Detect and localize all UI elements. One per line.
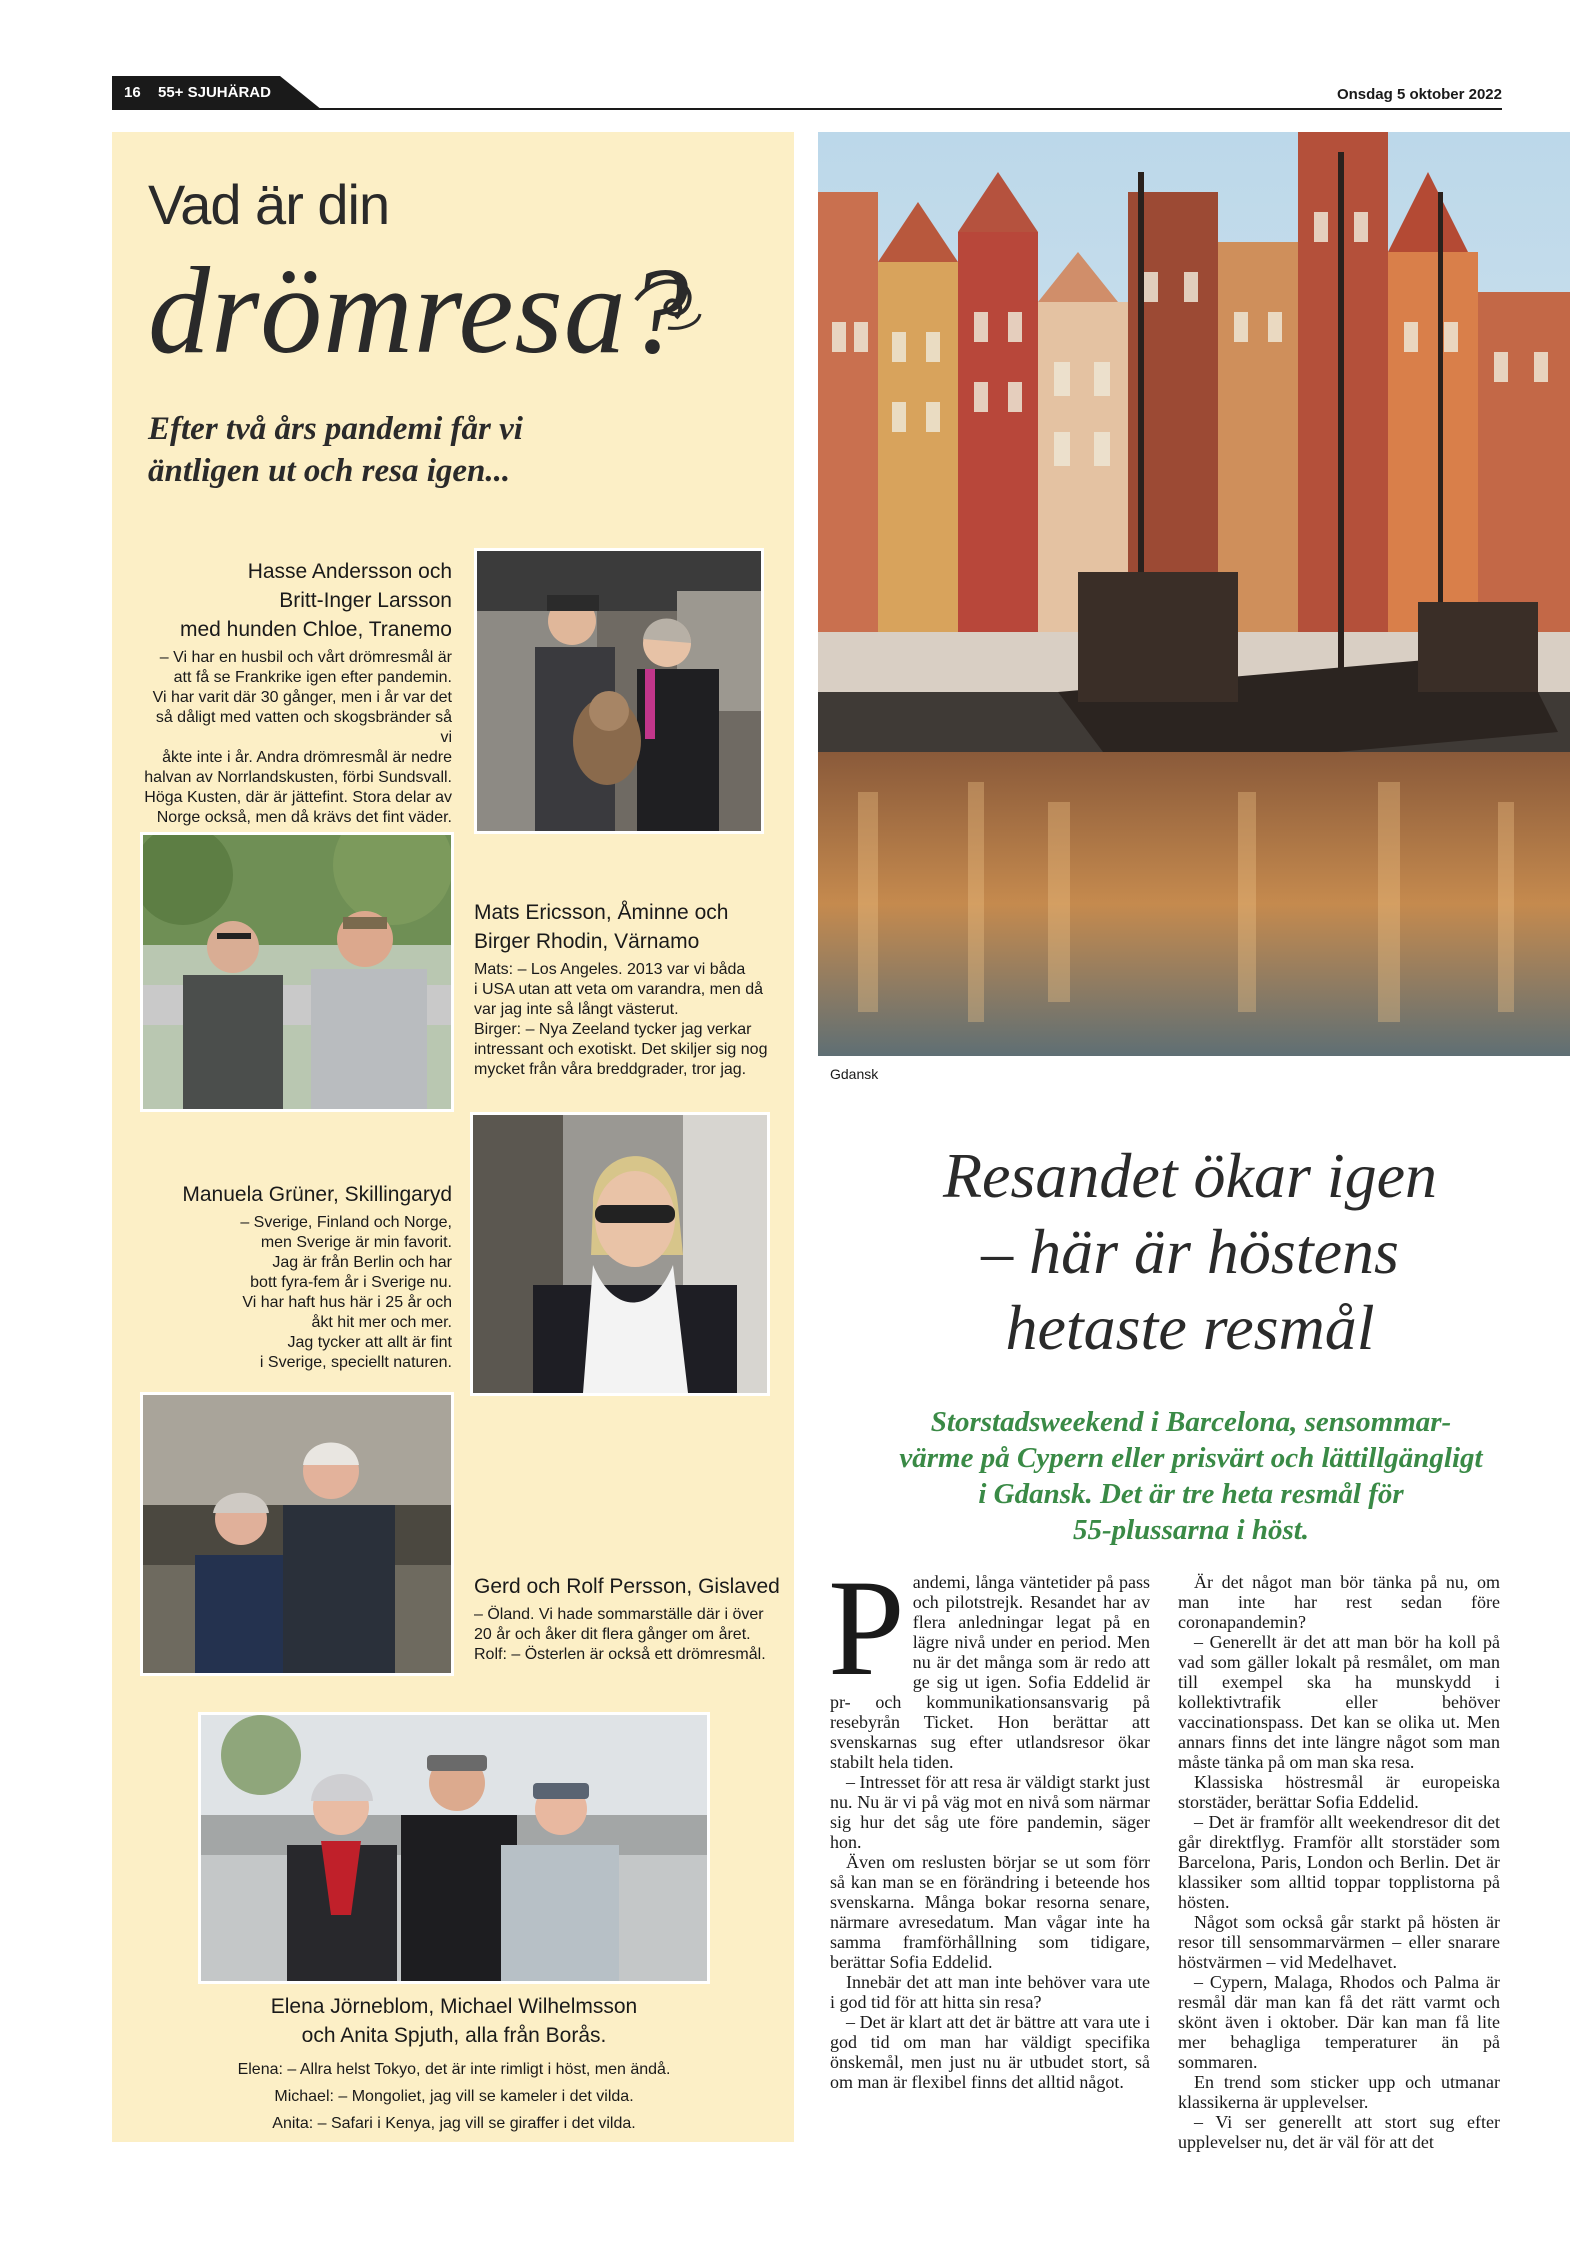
person-name: Gerd och Rolf Persson, Gislaved: [474, 1575, 780, 1598]
feature-subtitle: Efter två års pandemi får vi äntligen ut och resa igen...: [148, 411, 523, 489]
article-lead: Storstadsweekend i Barcelona, sensommar- värme på Cypern eller prisvärt och lättillgängligt i Gdansk. Det är tre heta resmål för 55-plussarna i höst.: [899, 1406, 1483, 1546]
photo-caption: Gdansk: [830, 1066, 879, 1082]
paragraph: – Cypern, Malaga, Rhodos och Palma är resmål där man kan få det rätt varmt och skönt även i oktober. Där kan man få lite mer behagliga temperaturer än på sommaren.: [1178, 1972, 1500, 2072]
photo-manuela: [470, 1112, 770, 1396]
person-block-4: [474, 1572, 784, 1665]
article-headline: Resandet ökar igen – här är höstens hetaste resmål: [942, 1140, 1438, 1363]
paragraph: En trend som sticker upp och utmanar klassikerna är upplevelser.: [1178, 2072, 1500, 2112]
paragraph: – Intresset för att resa är väldigt starkt just nu. Nu är vi på väg mot en nivå som närmar sig hur det såg ute före pandemin, säger hon.: [830, 1772, 1150, 1852]
feature-title-small: Vad är din: [148, 173, 390, 236]
header-rule: [112, 108, 1502, 110]
paragraph: Innebär det att man inte behöver vara ute i god tid för att hitta sin resa?: [830, 1972, 1150, 2012]
gdansk-photo: [818, 132, 1570, 1056]
person-quote: – Sverige, Finland och Norge, men Sverige är min favorit. Jag är från Berlin och har bott fyra-fem år i Sverige nu. Vi har haft hus här i 25 år och åkt hit mer och mer. Jag tycker att allt är fint i Sverige, speciellt naturen.: [240, 1214, 452, 1371]
photo-gerd-rolf: [140, 1392, 454, 1676]
person-name: Elena Jörneblom, Michael Wilhelmsson och Anita Spjuth, alla från Borås.: [270, 1995, 638, 2047]
article-column-1: [828, 1551, 1150, 2092]
person-quote: Elena: – Allra helst Tokyo, det är inte rimligt i höst, men ändå. Michael: – Mongoliet, jag vill se kameler i det vilda. Anita: – Safari i Kenya, jag vill se giraffer i det vilda.: [237, 2061, 671, 2132]
paragraph: Klassiska höstresmål är europeiska storstäder, berättar Sofia Eddelid.: [1178, 1772, 1500, 1812]
section-name: 55+ SJUHÄRAD: [158, 84, 271, 101]
paragraph: – Det är klart att det är bättre att vara ute i god tid om man har väldigt specifika önskemål, men just nu är utbudet stort, så om man är flexibel finns det alltid något.: [830, 2012, 1150, 2092]
paragraph: – Det är framför allt weekendresor dit det går direktflyg. Framför allt storstäder som Barcelona, Paris, London och Berlin. Det är klassiker som alltid toppar topplistorna på hösten.: [1178, 1812, 1500, 1912]
paragraph: – Generellt är det att man bör ha koll på vad som gäller lokalt på resmålet, om man till exempel ska ha munskydd i kollektivtrafik eller behöver vaccinationspass. Det kan se olika ut. Men annars finns det inte längre något som man måste tänka på om man ska resa.: [1178, 1632, 1500, 1772]
paragraph: Är det något man bör tänka på nu, om man inte har rest sedan före coronapandemin?: [1178, 1572, 1500, 1632]
page-number: 16: [124, 84, 141, 101]
feature-title-big: drömresa?: [148, 242, 690, 379]
photo-elena-michael-anita: [198, 1712, 710, 1984]
person-name: Mats Ericsson, Åminne och Birger Rhodin, Värnamo: [474, 901, 729, 953]
issue-date: Onsdag 5 oktober 2022: [1336, 86, 1502, 103]
paragraph: Även om reslusten börjar se ut som förr så kan man se en förändring i beteende hos svenskarna. Många bokar resorna senare, närmare avresedatum. Man vågar inte ha samma framförhållning som tidigare, berättar Sofia Eddelid.: [830, 1852, 1150, 1972]
person-name: Manuela Grüner, Skillingaryd: [182, 1183, 452, 1206]
person-block-2: [474, 898, 784, 1080]
person-quote: – Öland. Vi hade sommarställe där i över 20 år och åker dit flera gånger om året. Rolf: – Österlen är också ett drömresmål.: [474, 1606, 766, 1663]
person-block-5: [148, 1992, 760, 2137]
paragraph: andemi, långa väntetider på pass och pilotstrejk. Resandet har av flera anledningar legat på en lägre nivå under en period. Men nu är det många som är redo att ge sig ut igen. Sofia Eddelid är pr- och kommunikationsansvarig på resebyrån Ticket. Hon berättar att svenskarnas sug efter utlandsresor ökar stabilt hela tiden.: [830, 1572, 1150, 1772]
article-column-2: [1178, 1572, 1500, 2152]
photo-mats-birger: [140, 832, 454, 1112]
person-quote: Mats: – Los Angeles. 2013 var vi båda i USA utan att veta om varandra, men då var jag inte så långt västerut. Birger: – Nya Zeeland tycker jag verkar intressant och exotiskt. Det skiljer sig nog mycket från våra breddgrader, tror jag.: [474, 961, 768, 1078]
swirl-ornament-icon: [628, 260, 708, 350]
photo-hasse-britt-inger: [474, 548, 764, 834]
person-quote: – Vi har en husbil och vårt drömresmål är att få se Frankrike igen efter pandemin. Vi har varit där 30 gånger, men i år var det så dåligt med vatten och skogsbränder så vi åkte inte i år. Andra drömresmål är nedre halvan av Norrlandskusten, förbi Sundsvall. Höga Kusten, där är jättefint. Stora delar av Norge också, men då krävs det fint väder.: [144, 649, 452, 826]
person-name: Hasse Andersson och Britt-Inger Larsson med hunden Chloe, Tranemo: [179, 560, 452, 641]
paragraph: Något som också går starkt på hösten är resor till sensommarvärmen – eller snarare höstvärmen – vid Medelhavet.: [1178, 1912, 1500, 1972]
person-block-3: [140, 1180, 452, 1373]
person-block-1: [140, 557, 452, 828]
drop-cap: P: [828, 1551, 905, 1704]
paragraph: – Vi ser generellt att stort sug efter upplevelser nu, det är väl för att det: [1178, 2112, 1500, 2152]
